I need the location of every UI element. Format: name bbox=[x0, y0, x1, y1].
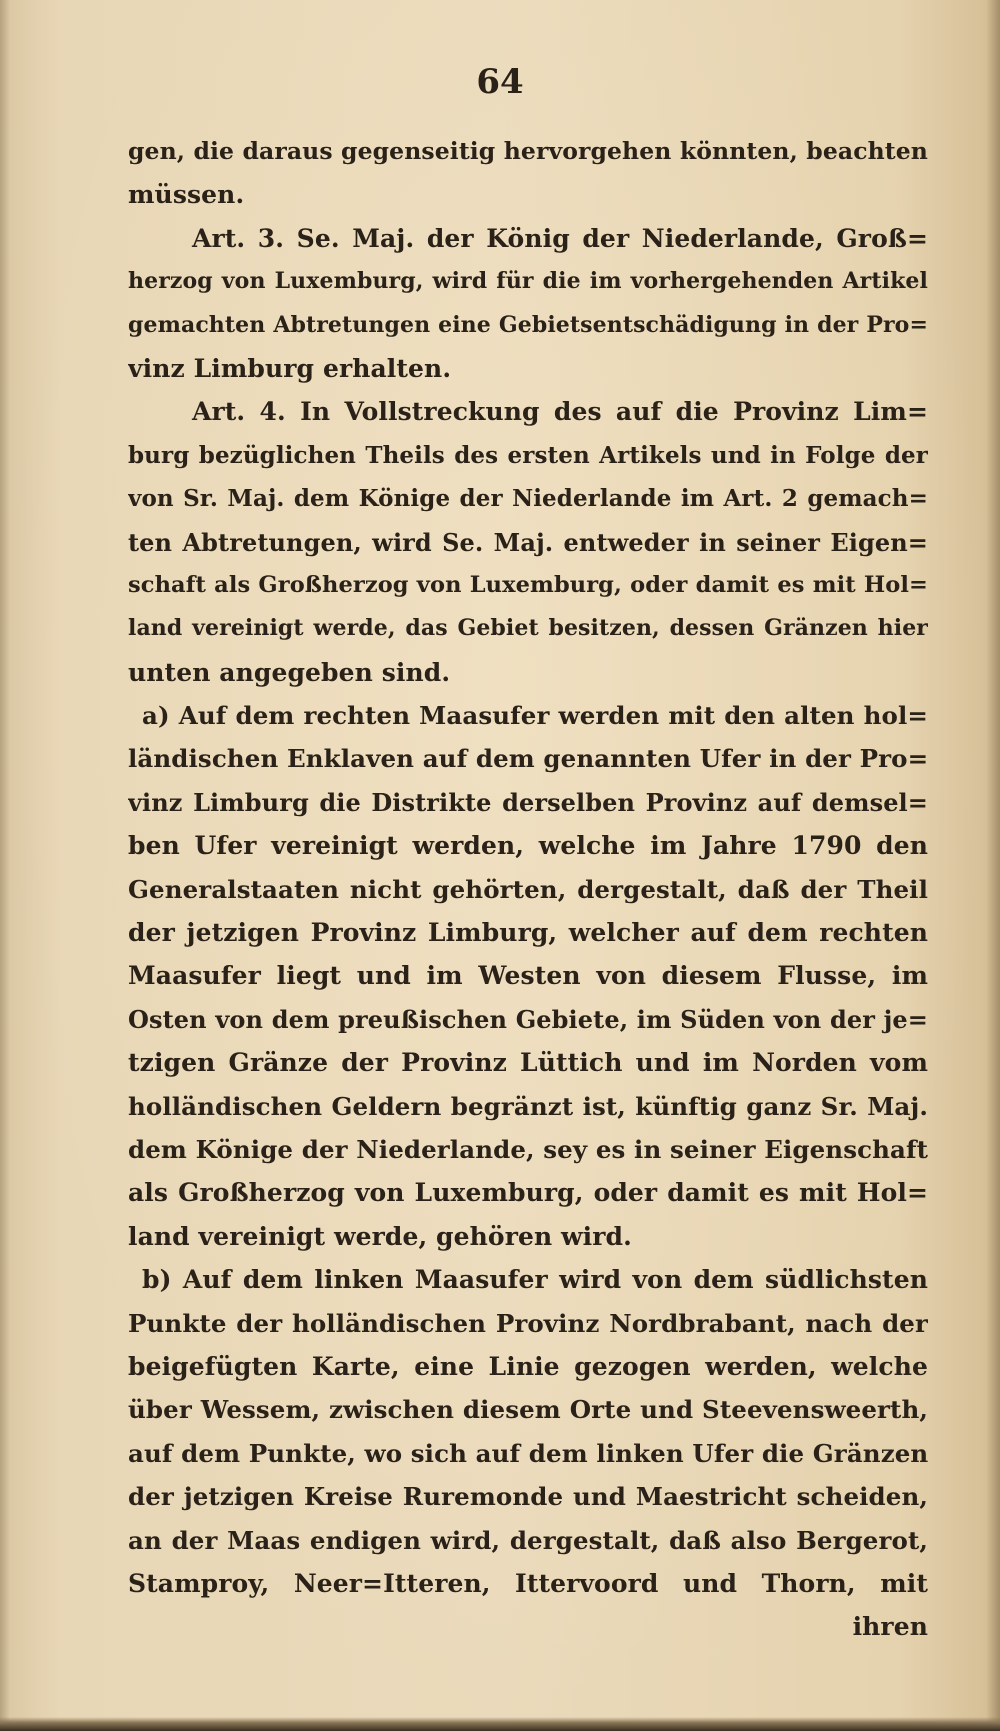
text-line: Osten von dem preußischen Gebiete, im Süden von der je= bbox=[128, 1004, 928, 1034]
page-right-edge bbox=[986, 0, 1000, 1731]
text-line: dem Könige der Niederlande, sey es in seiner Eigenschaft bbox=[128, 1134, 928, 1164]
text-line: gen, die daraus gegenseitig hervorgehen könnten, beachten bbox=[128, 137, 928, 165]
text-line: beigefügten Karte, eine Linie gezogen werden, welche bbox=[128, 1351, 928, 1381]
page-left-edge bbox=[0, 0, 10, 1731]
text-line: burg bezüglichen Theils des ersten Artikels und in Folge der bbox=[128, 441, 928, 469]
body-text bbox=[128, 130, 928, 1649]
text-line: von Sr. Maj. dem Könige der Niederlande im Art. 2 gemach= bbox=[128, 485, 928, 513]
text-line: herzog von Luxemburg, wird für die im vorhergehenden Artikel bbox=[128, 268, 928, 295]
text-line: unten angegeben sind. bbox=[128, 657, 451, 687]
text-line: ländischen Enklaven auf dem genannten Ufer in der Pro= bbox=[128, 744, 928, 774]
text-line: an der Maas endigen wird, dergestalt, daß also Bergerot, bbox=[128, 1525, 928, 1555]
text-line: holländischen Geldern begränzt ist, künftig ganz Sr. Maj. bbox=[128, 1091, 928, 1121]
text-line: land vereinigt werde, gehören wird. bbox=[128, 1221, 632, 1251]
text-line: tzigen Gränze der Provinz Lüttich und im Norden vom bbox=[128, 1048, 928, 1078]
text-line: ben Ufer vereinigt werden, welche im Jahre 1790 den bbox=[128, 831, 928, 861]
text-line: der jetzigen Kreise Ruremonde und Maestricht scheiden, bbox=[128, 1482, 928, 1512]
text-line: gemachten Abtretungen eine Gebietsentschädigung in der Pro= bbox=[128, 311, 928, 338]
text-line: Punkte der holländischen Provinz Nordbrabant, nach der bbox=[128, 1308, 928, 1338]
text-line: als Großherzog von Luxemburg, oder damit es mit Hol= bbox=[128, 1178, 928, 1208]
text-line: schaft als Großherzog von Luxemburg, oder damit es mit Hol= bbox=[128, 571, 928, 598]
text-line: Stamproy, Neer=Itteren, Ittervoord und Thorn, mit bbox=[128, 1568, 928, 1598]
text-line: über Wessem, zwischen diesem Orte und Steevensweerth, bbox=[128, 1395, 928, 1425]
text-line: Art. 3. Se. Maj. der König der Niederlande, Groß= bbox=[192, 223, 928, 253]
text-line: ihren bbox=[852, 1612, 928, 1642]
text-line: vinz Limburg erhalten. bbox=[128, 353, 452, 383]
text-line: Art. 4. In Vollstreckung des auf die Provinz Lim= bbox=[192, 397, 928, 427]
text-line: Maasufer liegt und im Westen von diesem Flusse, im bbox=[128, 961, 928, 991]
text-line: der jetzigen Provinz Limburg, welcher auf dem rechten bbox=[128, 918, 928, 948]
page-number: 64 bbox=[476, 62, 524, 102]
text-line: a) Auf dem rechten Maasufer werden mit den alten hol= bbox=[142, 701, 928, 731]
text-line: land vereinigt werde, das Gebiet besitzen, dessen Gränzen hier bbox=[128, 615, 928, 642]
page-bottom-edge bbox=[0, 1717, 1000, 1731]
text-line: auf dem Punkte, wo sich auf dem linken Ufer die Gränzen bbox=[128, 1438, 928, 1468]
text-line: ten Abtretungen, wird Se. Maj. entweder in seiner Eigen= bbox=[128, 527, 928, 557]
text-line: müssen. bbox=[128, 180, 245, 210]
text-line: vinz Limburg die Distrikte derselben Provinz auf demsel= bbox=[128, 787, 928, 817]
text-line: b) Auf dem linken Maasufer wird von dem südlichsten bbox=[142, 1265, 928, 1295]
text-line: Generalstaaten nicht gehörten, dergestalt, daß der Theil bbox=[128, 874, 928, 904]
